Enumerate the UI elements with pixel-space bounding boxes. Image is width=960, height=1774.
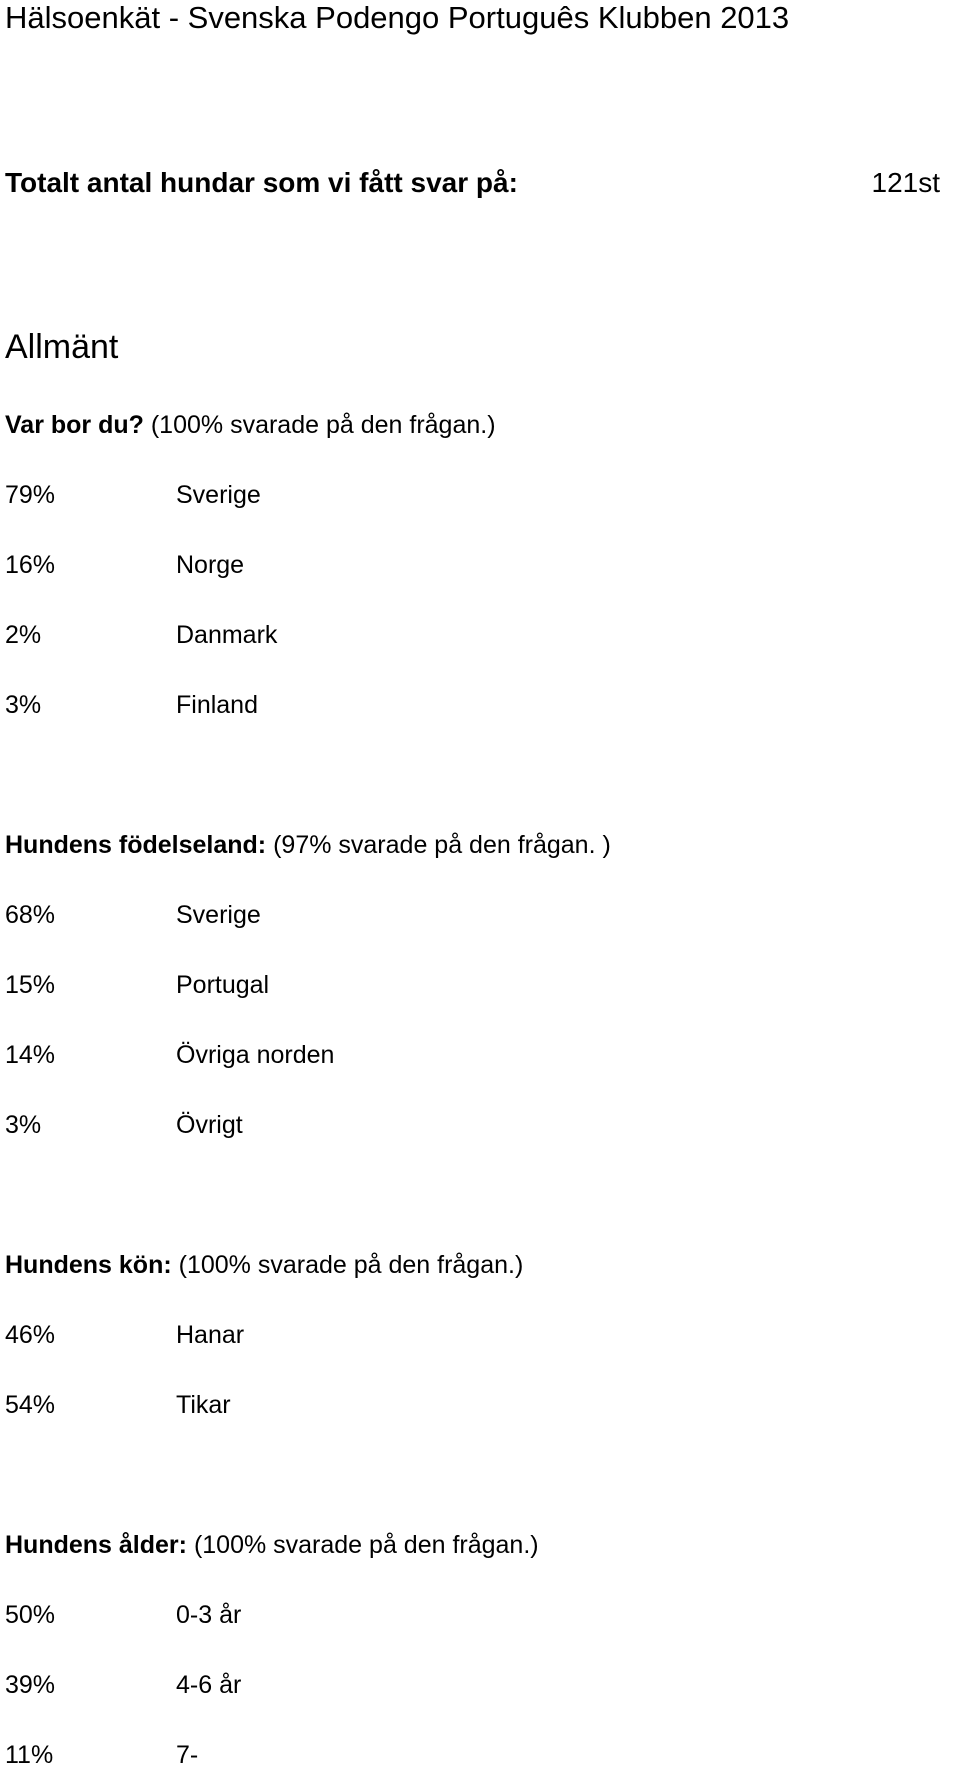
question-label: Hundens födelseland: [5, 831, 267, 859]
answer-label: 7- [176, 1741, 199, 1769]
answer-percent: 16% [5, 551, 56, 579]
question-label: Hundens ålder: [5, 1531, 187, 1559]
answer-label: Hanar [176, 1321, 245, 1349]
answer-label: Portugal [176, 971, 270, 999]
question-residence [5, 408, 496, 442]
question-note: (100% svarade på den frågan.) [193, 1531, 539, 1559]
answer-percent: 79% [5, 481, 56, 509]
question-note: (100% svarade på den frågan.) [178, 1251, 524, 1279]
answer-label: 0-3 år [176, 1601, 242, 1629]
answer-percent: 3% [5, 1111, 42, 1139]
answer-percent: 14% [5, 1041, 56, 1069]
answer-label: Finland [176, 691, 258, 719]
question-note: (100% svarade på den frågan.) [150, 411, 496, 439]
section-heading: Allmänt [5, 328, 119, 366]
answer-label: Tikar [176, 1391, 231, 1419]
question-age [5, 1528, 539, 1562]
total-responses-row [5, 163, 940, 203]
answer-percent: 39% [5, 1671, 56, 1699]
answer-percent: 68% [5, 901, 56, 929]
document-title: Hälsoenkät - Svenska Podengo Português Klubben 2013 [5, 0, 790, 35]
total-responses-label: Totalt antal hundar som vi fått svar på: [5, 167, 518, 198]
answer-percent: 2% [5, 621, 42, 649]
answer-percent: 11% [5, 1741, 54, 1769]
answer-label: Sverige [176, 481, 261, 509]
answer-percent: 3% [5, 691, 42, 719]
question-label: Var bor du? [5, 411, 144, 439]
answer-label: 4-6 år [176, 1671, 242, 1699]
answer-percent: 46% [5, 1321, 56, 1349]
answer-percent: 50% [5, 1601, 56, 1629]
answer-label: Danmark [176, 621, 278, 649]
question-note: (97% svarade på den frågan. ) [273, 831, 611, 859]
answer-label: Övrigt [176, 1111, 243, 1139]
total-responses-value: 121st [871, 167, 940, 198]
answer-percent: 54% [5, 1391, 56, 1419]
answer-label: Övriga norden [176, 1041, 335, 1069]
answer-label: Sverige [176, 901, 261, 929]
question-birth-country [5, 828, 611, 862]
question-label: Hundens kön: [5, 1251, 172, 1279]
answer-label: Norge [176, 551, 245, 579]
answer-percent: 15% [5, 971, 56, 999]
question-sex [5, 1248, 523, 1282]
